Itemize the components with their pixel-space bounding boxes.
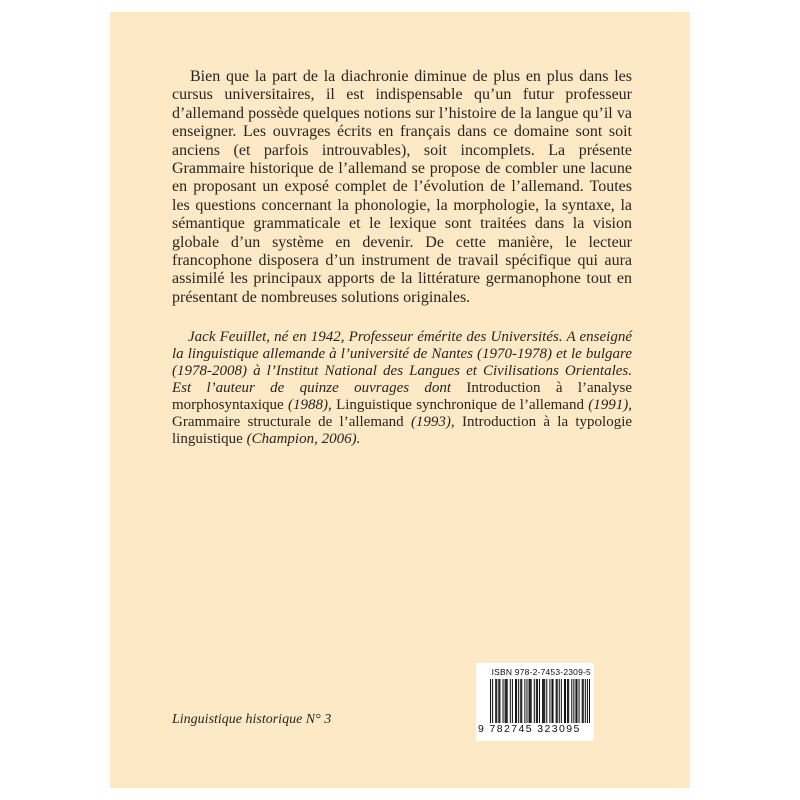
work-detail: (1991),	[588, 397, 633, 413]
work-title: Introduction à la typologie linguistique	[172, 414, 633, 447]
work-detail: (Champion, 2006).	[246, 431, 361, 447]
barcode-digits: 9 782745 323095	[478, 723, 581, 735]
summary-text: Bien que la part de la diachronie diminue de plus en plus dans les cursus universitaires, il est indispensable qu’un futur professeur d’allemand possède quelques notions sur l’histoire de la langue qu’il va enseigner. Les ouvrages écrits en français dans ce domaine sont soit anciens (et parfois introuvables), soit incomplets. La présente Grammaire historique de l’allemand se propose de combler une lacune en proposant un exposé complet de l’évolution de l’allemand. Toutes les questions concernant la phonologie, la morphologie, la syntaxe, la sémantique grammaticale et le lexique sont traitées dans la vision globale d’un système en devenir. De cette manière, le lecteur francophone disposera d’un instrument de travail spécifique qui aura assimilé les principaux apports de la littérature germanophone tout en présentant de nombreuses solutions originales.	[172, 68, 632, 306]
book-summary	[172, 68, 632, 307]
work-detail: (1993),	[410, 414, 455, 430]
work-title: Linguistique synchronique de l’allemand	[336, 397, 584, 413]
isbn-number: ISBN 978-2-7453-2309-5	[491, 667, 591, 677]
author-bio-text: Jack Feuillet, né en 1942, Professeur émérite des Universités. A enseigné la linguistique allemande à l’université de Nantes (1970-1978) et le bulgare (1978-2008) à l’Institut National des Langues et Civilisations Orientales. Est l’auteur de quinze ouvrages dont	[172, 329, 632, 396]
author-bio	[172, 329, 632, 448]
work-detail: (1988),	[287, 397, 332, 413]
barcode-bars	[490, 679, 590, 723]
series-label: Linguistique historique N° 3	[172, 712, 332, 727]
work-title: Grammaire structurale de l’allemand	[172, 414, 404, 430]
isbn-barcode	[476, 663, 594, 741]
back-cover	[110, 12, 690, 788]
work-title: Introduction à l’analyse morphosyntaxique	[172, 380, 632, 413]
